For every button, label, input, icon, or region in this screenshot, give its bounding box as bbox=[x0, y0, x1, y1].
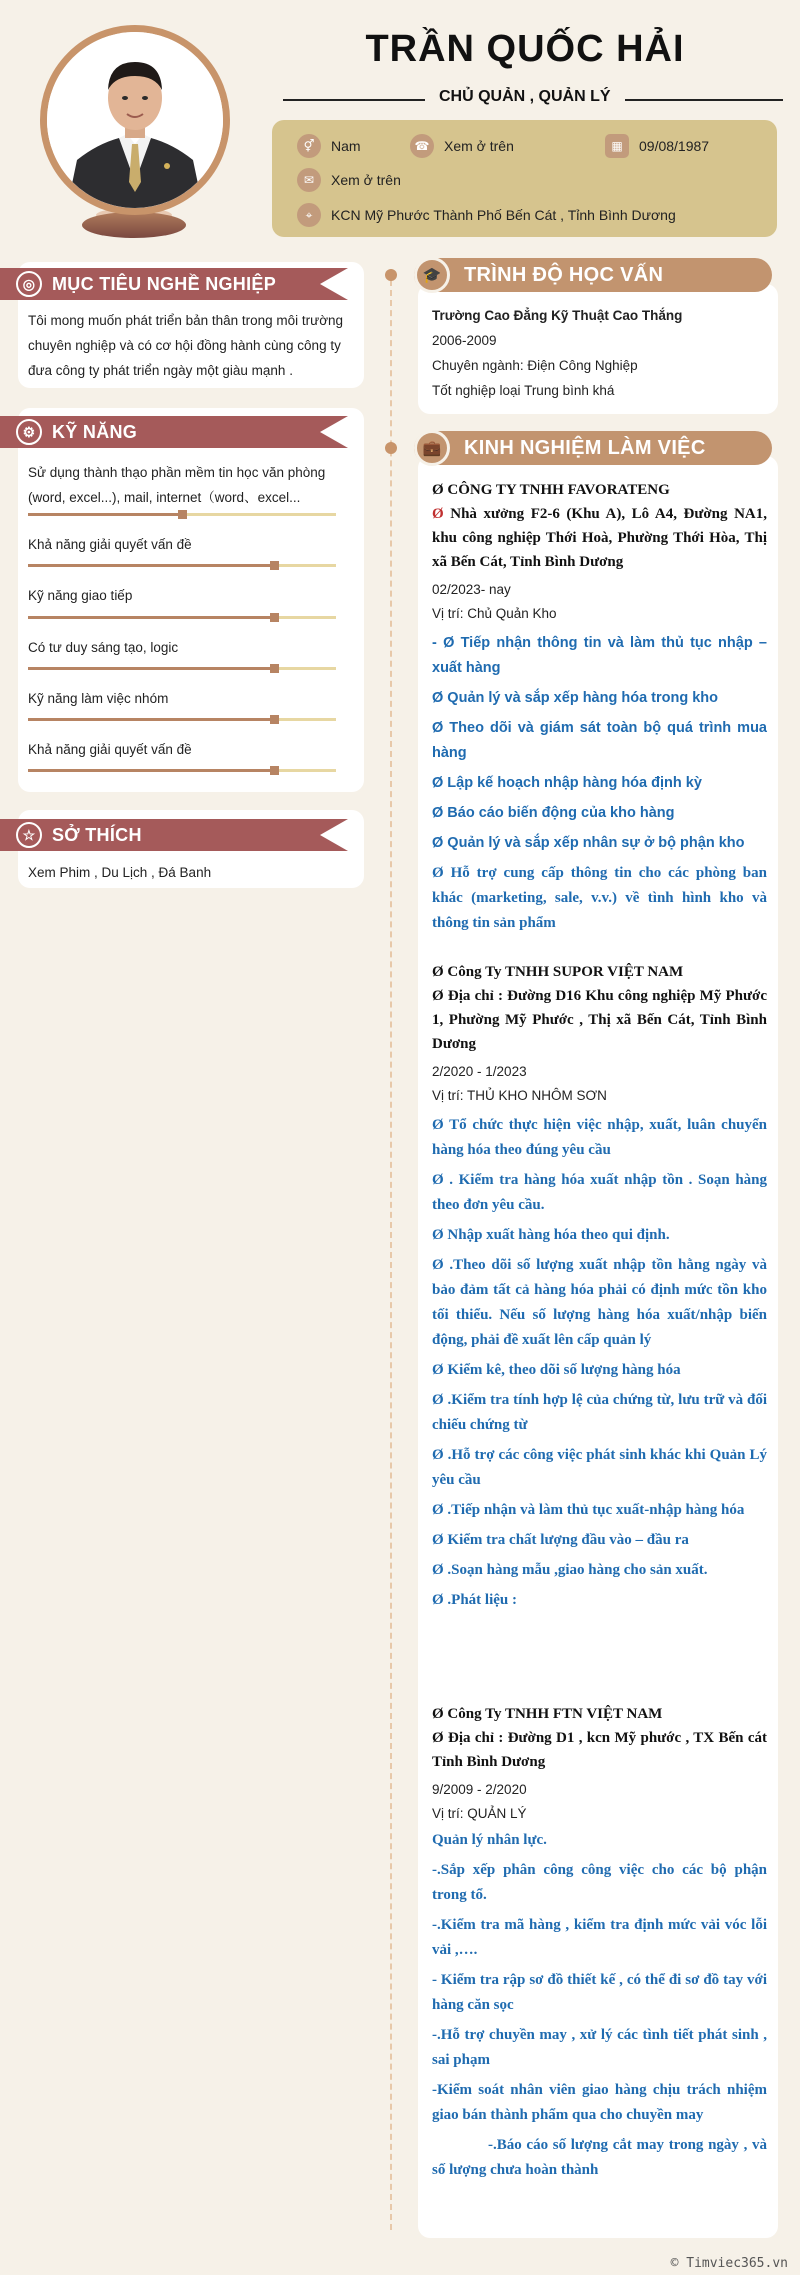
footer-credit: © Timviec365.vn bbox=[670, 2256, 788, 2271]
timeline-line bbox=[390, 270, 392, 2230]
job-period: 9/2009 - 2/2020 bbox=[432, 1782, 527, 1797]
job-task: Ø .Tiếp nhận và làm thủ tục xuất-nhập hàng hóa bbox=[432, 1502, 745, 1518]
job-task: - Ø Tiếp nhận thông tin và làm thủ tục nhập – xuất hàng bbox=[432, 635, 767, 676]
job-task: - Kiểm tra rập sơ đồ thiết kế , có thể đi sơ đồ tay với hàng căn sọc bbox=[432, 1972, 767, 2013]
job-task: Ø Theo dõi và giám sát toàn bộ quá trình mua hàng bbox=[432, 720, 767, 761]
skill-label: Kỹ năng giao tiếp bbox=[28, 588, 133, 603]
skill-label: Khả năng giải quyết vấn đề bbox=[28, 742, 192, 757]
job-task: Ø .Kiểm tra tính hợp lệ của chứng từ, lưu trữ và đối chiếu chứng từ bbox=[432, 1392, 767, 1433]
job-task: Ø Hỗ trợ cung cấp thông tin cho các phòng ban khác (marketing, sale, v.v.) về tình hình kho và thông tin sản phẩm bbox=[432, 865, 767, 931]
job-task: -Kiểm soát nhân viên giao hàng chịu trách nhiệm giao bán thành phẩm qua cho chuyền may bbox=[432, 2082, 767, 2123]
gender-value: Nam bbox=[331, 138, 361, 154]
job-role: Vị trí: Chủ Quản Kho bbox=[432, 606, 557, 621]
skill-bar-marker bbox=[270, 561, 279, 570]
job-task: -.Kiểm tra mã hàng , kiểm tra định mức vải vóc lỗi vải ,…. bbox=[432, 1917, 767, 1958]
briefcase-icon: 💼 bbox=[414, 430, 450, 466]
experience-heading bbox=[414, 431, 772, 465]
skill-bar bbox=[28, 616, 336, 619]
gear-icon: ⚙ bbox=[16, 419, 42, 445]
skills-heading-text: KỸ NĂNG bbox=[52, 421, 138, 442]
phone-row bbox=[410, 134, 514, 158]
birthday-row bbox=[605, 134, 709, 158]
objective-heading bbox=[0, 268, 320, 300]
education-result: Tốt nghiệp loại Trung bình khá bbox=[432, 383, 615, 398]
graduation-cap-icon: 🎓 bbox=[414, 257, 450, 293]
email-value: Xem ở trên bbox=[331, 172, 401, 188]
skill-bar bbox=[28, 769, 336, 772]
job-task: Ø . Kiểm tra hàng hóa xuất nhập tồn . Soạn hàng theo đơn yêu cầu. bbox=[432, 1172, 767, 1213]
objective-text: Tôi mong muốn phát triển bản thân trong môi trường chuyên nghiệp và có cơ hội đồng hành cùng công ty đưa công ty phát triển ngày một giàu mạnh . bbox=[28, 313, 344, 378]
calendar-icon: ▦ bbox=[605, 134, 629, 158]
job-task: -.Sắp xếp phân công công việc cho các bộ phận trong tổ. bbox=[432, 1862, 767, 1903]
skill-bar-marker bbox=[178, 510, 187, 519]
email-row bbox=[297, 168, 401, 192]
job-address: Ø Địa chỉ : Đường D1 , kcn Mỹ phước , TX Bến cát Tỉnh Bình Dương bbox=[432, 1730, 767, 1770]
gender-icon: ⚥ bbox=[297, 134, 321, 158]
skill-bar-fill bbox=[28, 769, 274, 772]
skill-bar-fill bbox=[28, 564, 274, 567]
job-task: Ø .Phát liệu : bbox=[432, 1592, 517, 1608]
education-major: Chuyên ngành: Điện Công Nghiệp bbox=[432, 358, 638, 373]
job-task: Ø .Theo dõi số lượng xuất nhập tồn hằng ngày và bảo đảm tất cả hàng hóa phải có định mức tồn kho tối thiểu. Nếu số lượng hàng hóa xuất/nhập biến động, phải đề xuất lên cấp quản lý bbox=[432, 1257, 767, 1348]
skill-bar-fill bbox=[28, 718, 274, 721]
job-tasks bbox=[432, 631, 767, 936]
job-role: Vị trí: THỦ KHO NHÔM SƠN bbox=[432, 1088, 607, 1103]
hobbies-heading-text: SỞ THÍCH bbox=[52, 824, 142, 845]
experience-heading-text: KINH NGHIỆM LÀM VIỆC bbox=[464, 436, 706, 459]
skill-label: Sử dụng thành thạo phần mềm tin học văn phòng (word, excel...), mail, internet（word、excel... bbox=[28, 465, 326, 505]
timeline-dot bbox=[385, 442, 397, 454]
skill-bar-marker bbox=[270, 613, 279, 622]
location-icon: ⌖ bbox=[297, 203, 321, 227]
job-task: Ø Nhập xuất hàng hóa theo qui định. bbox=[432, 1227, 670, 1243]
education-school: Trường Cao Đẳng Kỹ Thuật Cao Thắng bbox=[432, 308, 683, 323]
hobbies-ribbon-tail bbox=[320, 819, 348, 851]
contact-info-box bbox=[272, 120, 777, 237]
skill-bar-marker bbox=[270, 664, 279, 673]
education-period: 2006-2009 bbox=[432, 333, 497, 348]
skill-bar-marker bbox=[270, 715, 279, 724]
star-icon: ☆ bbox=[16, 822, 42, 848]
job-address bbox=[432, 502, 767, 574]
gender-row bbox=[297, 134, 361, 158]
skill-bar-marker bbox=[270, 766, 279, 775]
skill-bar bbox=[28, 564, 336, 567]
objective-ribbon-tail bbox=[320, 268, 348, 300]
skill-bar bbox=[28, 718, 336, 721]
job-task: Ø .Hỗ trợ các công việc phát sinh khác khi Quản Lý yêu cầu bbox=[432, 1447, 767, 1488]
skill-label: Khả năng giải quyết vấn đề bbox=[28, 537, 192, 552]
job-task: Ø Kiểm tra chất lượng đầu vào – đầu ra bbox=[432, 1532, 689, 1548]
job-task: Ø Quản lý và sắp xếp nhân sự ở bộ phận kho bbox=[432, 835, 745, 851]
skill-bar bbox=[28, 513, 336, 516]
job-company: Ø Công Ty TNHH FTN VIỆT NAM bbox=[432, 1706, 663, 1722]
candidate-name: TRẦN QUỐC HẢI bbox=[365, 28, 685, 70]
job-address-text: Nhà xưởng F2-6 (Khu A), Lô A4, Đường NA1, khu công nghiệp Thới Hoà, Phường Thới Hòa, Thị xã Bến Cát, Tỉnh Bình Dương bbox=[432, 506, 767, 570]
target-icon: ◎ bbox=[16, 271, 42, 297]
phone-icon: ☎ bbox=[410, 134, 434, 158]
job-period: 02/2023- nay bbox=[432, 582, 511, 597]
job-company: Ø CÔNG TY TNHH FAVORATENG bbox=[432, 482, 670, 498]
birthday-value: 09/08/1987 bbox=[639, 138, 710, 154]
skill-bar bbox=[28, 667, 336, 670]
email-icon: ✉ bbox=[297, 168, 321, 192]
job-task: Quản lý nhân lực. bbox=[432, 1832, 547, 1848]
objective-heading-text: MỤC TIÊU NGHỀ NGHIỆP bbox=[52, 273, 277, 294]
job-role: Vị trí: QUẢN LÝ bbox=[432, 1806, 527, 1821]
address-row bbox=[297, 203, 676, 227]
experience-job bbox=[432, 960, 767, 1613]
skill-bar-fill bbox=[28, 616, 274, 619]
job-tasks bbox=[432, 1828, 767, 2183]
experience-job bbox=[432, 1702, 767, 2183]
job-tasks bbox=[432, 1113, 767, 1613]
job-task: Ø .Soạn hàng mẫu ,giao hàng cho sản xuất. bbox=[432, 1562, 708, 1578]
job-task: Ø Kiểm kê, theo dõi số lượng hàng hóa bbox=[432, 1362, 681, 1378]
job-company: Ø Công Ty TNHH SUPOR VIỆT NAM bbox=[432, 964, 684, 980]
skill-bar-fill bbox=[28, 513, 182, 516]
job-address-bullet: Ø bbox=[432, 506, 444, 522]
job-task: Ø Tổ chức thực hiện việc nhập, xuất, luân chuyển hàng hóa theo đúng yêu cầu bbox=[432, 1117, 767, 1158]
education-heading bbox=[414, 258, 772, 292]
job-task: Ø Báo cáo biến động của kho hàng bbox=[432, 805, 675, 821]
job-address: Ø Địa chỉ : Đường D16 Khu công nghiệp Mỹ Phước 1, Phường Mỹ Phước , Thị xã Bến Cát, Tỉnh Bình Dương bbox=[432, 988, 767, 1052]
hobbies-heading bbox=[0, 819, 320, 851]
skill-label: Có tư duy sáng tạo, logic bbox=[28, 640, 179, 655]
avatar-stand bbox=[82, 212, 186, 238]
skills-heading bbox=[0, 416, 320, 448]
address-value: KCN Mỹ Phước Thành Phố Bến Cát , Tỉnh Bình Dương bbox=[331, 207, 676, 223]
job-task: Ø Lập kế hoạch nhập hàng hóa định kỳ bbox=[432, 775, 702, 791]
job-task: Ø Quản lý và sắp xếp hàng hóa trong kho bbox=[432, 690, 719, 706]
job-task: -.Báo cáo số lượng cắt may trong ngày , và số lượng chưa hoàn thành bbox=[432, 2137, 767, 2178]
skill-label: Kỹ năng làm việc nhóm bbox=[28, 691, 169, 706]
phone-value: Xem ở trên bbox=[444, 138, 514, 154]
avatar bbox=[40, 25, 230, 215]
job-task: -.Hỗ trợ chuyền may , xử lý các tình tiết phát sinh , sai phạm bbox=[432, 2027, 767, 2068]
timeline-dot bbox=[385, 269, 397, 281]
job-title: CHỦ QUẢN , QUẢN LÝ bbox=[425, 88, 625, 106]
education-heading-text: TRÌNH ĐỘ HỌC VẤN bbox=[464, 263, 664, 286]
skills-ribbon-tail bbox=[320, 416, 348, 448]
skill-bar-fill bbox=[28, 667, 274, 670]
hobbies-text: Xem Phim , Du Lịch , Đá Banh bbox=[28, 865, 212, 880]
job-period: 2/2020 - 1/2023 bbox=[432, 1064, 527, 1079]
experience-job bbox=[432, 478, 767, 936]
